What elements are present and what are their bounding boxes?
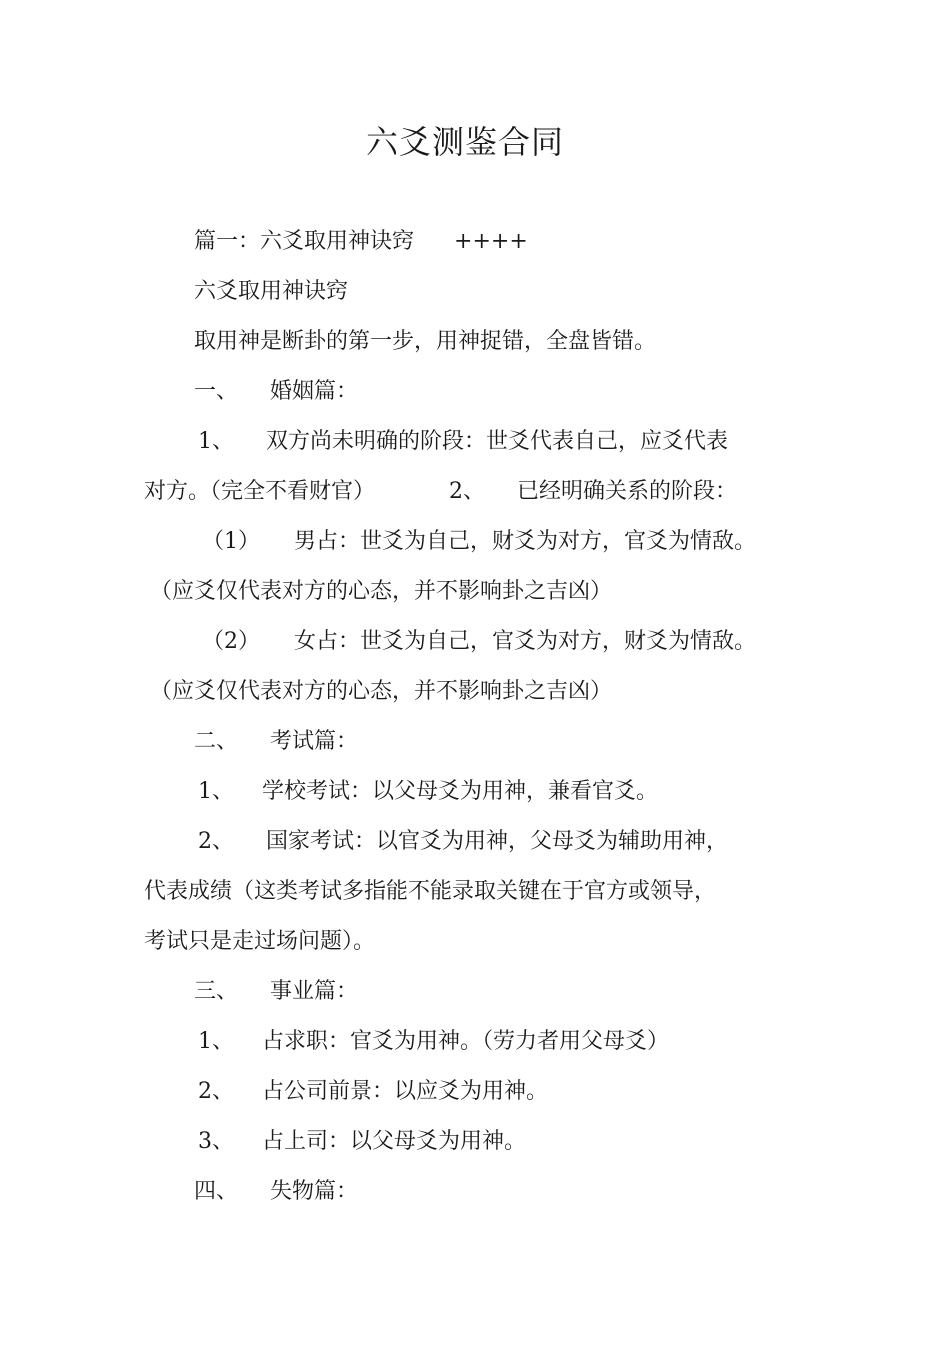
section-number: 三、 <box>194 979 239 1004</box>
document-title: 六爻测鉴合同 <box>365 123 564 161</box>
section-number: 四、 <box>194 1179 239 1204</box>
item-text: 女占：世爻为自己，官爻为对方，财爻为情敌。 <box>294 629 757 654</box>
item-number: 3、 <box>198 1129 234 1154</box>
item-number: （1） <box>202 529 260 554</box>
item-number: （2） <box>202 629 260 654</box>
section-label: 婚姻篇： <box>270 379 359 404</box>
item-text: 学校考试：以父母爻为用神，兼看官爻。 <box>262 779 659 804</box>
paragraph-intro: 取用神是断卦的第一步，用神捉错，全盘皆错。 <box>194 329 657 354</box>
list-item-female <box>202 627 756 657</box>
item-text: 男占：世爻为自己，财爻为对方，官爻为情敌。 <box>294 529 757 554</box>
item-text: 对方。（完全不看财官） <box>144 479 376 504</box>
item-number: 2、 <box>198 829 234 854</box>
item-number: 2、 <box>449 479 486 504</box>
item-number: 1、 <box>198 779 234 804</box>
item-text: 占公司前景：以应爻为用神。 <box>262 1079 549 1104</box>
list-item-marriage-1 <box>198 427 728 457</box>
section-label: 失物篇： <box>270 1179 359 1204</box>
item-number: 1、 <box>198 1029 234 1054</box>
paragraph-subtitle: 六爻取用神诀窍 <box>194 279 349 304</box>
section-heading-career <box>194 977 358 1007</box>
section-number: 二、 <box>194 729 239 754</box>
paragraph-note: （应爻仅代表对方的心态，并不影响卦之吉凶） <box>150 579 613 604</box>
item-number: 2、 <box>198 1079 234 1104</box>
section-heading-exam <box>194 727 358 757</box>
section-heading-chapter-one <box>194 227 528 257</box>
item-text: 双方尚未明确的阶段：世爻代表自己，应爻代表 <box>266 429 729 454</box>
list-item-career-3 <box>198 1127 526 1157</box>
list-item-career-2 <box>198 1077 548 1107</box>
list-item-career-1 <box>198 1027 669 1057</box>
section-heading-marriage <box>194 377 358 407</box>
list-item-exam-2 <box>198 827 728 857</box>
item-text: 国家考试：以官爻为用神，父母爻为辅助用神， <box>266 829 729 854</box>
chapter-marker: ++++ <box>454 229 528 254</box>
item-number: 1、 <box>198 429 234 454</box>
section-heading-lost-items <box>194 1177 358 1207</box>
item-text: 占上司：以父母爻为用神。 <box>262 1129 527 1154</box>
item-text: 占求职：官爻为用神。（劳力者用父母爻） <box>262 1029 670 1054</box>
list-item-marriage-2 <box>144 477 737 507</box>
section-label: 事业篇： <box>270 979 359 1004</box>
item-text: 已经明确关系的阶段： <box>517 479 738 504</box>
section-number: 一、 <box>194 379 239 404</box>
paragraph-continuation: 代表成绩（这类考试多指能不能录取关键在于官方或领导， <box>144 879 717 904</box>
list-item-exam-1 <box>198 777 658 807</box>
paragraph-continuation: 考试只是走过场问题）。 <box>144 929 376 954</box>
paragraph-note: （应爻仅代表对方的心态，并不影响卦之吉凶） <box>150 679 613 704</box>
list-item-male <box>202 527 756 557</box>
section-label: 考试篇： <box>270 729 359 754</box>
chapter-title: 篇一：六爻取用神诀窍 <box>194 229 415 254</box>
